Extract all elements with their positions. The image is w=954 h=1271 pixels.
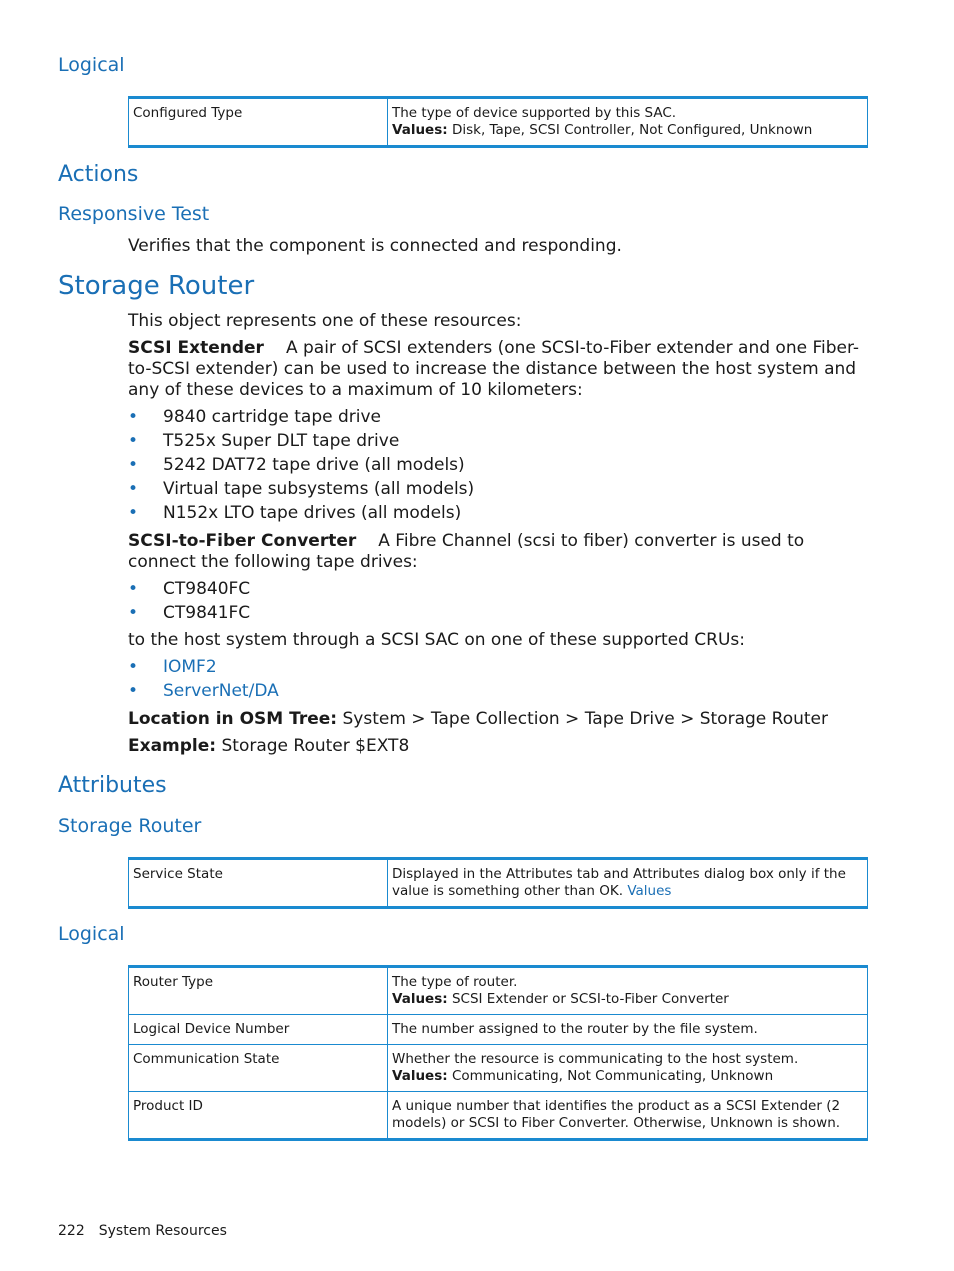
- table-row: [129, 98, 868, 147]
- values-label: Values:: [392, 122, 448, 138]
- extender-device-list: [128, 405, 474, 525]
- list-item: • CT9841FC: [128, 603, 251, 623]
- example-value: Storage Router $EXT8: [216, 736, 410, 756]
- footer-section-title: System Resources: [98, 1223, 227, 1239]
- list-item: • IOMF2: [128, 657, 217, 677]
- description-text: Displayed in the Attributes tab and Attributes dialog box only if the value is something other than OK.: [392, 866, 846, 899]
- attribute-name: Product ID: [129, 1092, 388, 1140]
- scsi-extender-paragraph: [128, 338, 868, 401]
- list-item: • CT9840FC: [128, 579, 251, 599]
- scsi-extender-description: A pair of SCSI extenders (one SCSI-to-Fiber extender and one Fiber-to-SCSI extender) can be used to increase the distance between the host system and any of these devices to a maximum of 10 kilometers:: [128, 338, 860, 400]
- attribute-name: Logical Device Number: [129, 1015, 388, 1045]
- router-intro: This object represents one of these resources:: [128, 311, 522, 331]
- cru-link-iomf2[interactable]: IOMF2: [163, 657, 217, 677]
- attribute-name: Configured Type: [129, 98, 388, 147]
- heading-storage-router-attributes: Storage Router: [58, 815, 202, 837]
- heading-storage-router: Storage Router: [58, 271, 255, 301]
- cru-link-servernet-da[interactable]: ServerNet/DA: [163, 681, 279, 701]
- host-system-text: to the host system through a SCSI SAC on one of these supported CRUs:: [128, 630, 745, 650]
- page-number: 222: [58, 1223, 85, 1239]
- heading-actions: Actions: [58, 162, 139, 187]
- location-value: System > Tape Collection > Tape Drive > Storage Router: [337, 709, 828, 729]
- list-item: • 5242 DAT72 tape drive (all models): [128, 455, 465, 475]
- values-label: Values:: [392, 1068, 448, 1084]
- converter-term: SCSI-to-Fiber Converter: [128, 531, 357, 551]
- list-item: • Virtual tape subsystems (all models): [128, 479, 475, 499]
- scsi-extender-term: SCSI Extender: [128, 338, 264, 358]
- page-footer: [58, 1223, 241, 1239]
- list-item: • N152x LTO tape drives (all models): [128, 503, 462, 523]
- heading-logical-bottom: Logical: [58, 923, 125, 945]
- description-text: The type of device supported by this SAC.: [392, 105, 677, 121]
- list-item: • 9840 cartridge tape drive: [128, 407, 382, 427]
- location-in-osm-tree: [128, 709, 868, 730]
- list-item: • ServerNet/DA: [128, 681, 279, 701]
- service-state-table: [128, 857, 868, 909]
- table-row: [129, 1045, 868, 1092]
- table-row: [129, 967, 868, 1015]
- converter-paragraph: [128, 531, 868, 573]
- attribute-description: [388, 859, 868, 908]
- converter-device-list: [128, 577, 250, 625]
- attribute-description: [388, 98, 868, 147]
- attribute-name: Communication State: [129, 1045, 388, 1092]
- table-row: [129, 859, 868, 908]
- logical-attributes-table: [128, 965, 868, 1141]
- example: [128, 736, 868, 757]
- heading-responsive-test: Responsive Test: [58, 203, 210, 225]
- cru-list: [128, 655, 279, 703]
- values-link[interactable]: Values: [627, 883, 672, 899]
- heading-attributes: Attributes: [58, 773, 167, 798]
- values-text: Disk, Tape, SCSI Controller, Not Configured, Unknown: [447, 122, 813, 138]
- location-label: Location in OSM Tree:: [128, 709, 338, 729]
- attribute-description: A unique number that identifies the product as a SCSI Extender (2 models) or SCSI to Fiber Converter. Otherwise, Unknown is shown.: [388, 1092, 868, 1140]
- attribute-name: Router Type: [129, 967, 388, 1015]
- attribute-name: Service State: [129, 859, 388, 908]
- converter-description: A Fibre Channel (scsi to fiber) converter is used to connect the following tape drives:: [128, 531, 805, 572]
- table-row: [129, 1092, 868, 1140]
- attribute-description: The number assigned to the router by the file system.: [388, 1015, 868, 1045]
- table-row: [129, 1015, 868, 1045]
- configured-type-table: [128, 96, 868, 148]
- list-item: • T525x Super DLT tape drive: [128, 431, 400, 451]
- attribute-description: Whether the resource is communicating to the host system. Values: Communicating, Not Communicating, Unknown: [388, 1045, 868, 1092]
- example-label: Example:: [128, 736, 217, 756]
- heading-logical: Logical: [58, 54, 125, 76]
- responsive-test-description: Verifies that the component is connected and responding.: [128, 236, 622, 256]
- attribute-description: The type of router. Values: SCSI Extender or SCSI-to-Fiber Converter: [388, 967, 868, 1015]
- values-label: Values:: [392, 991, 448, 1007]
